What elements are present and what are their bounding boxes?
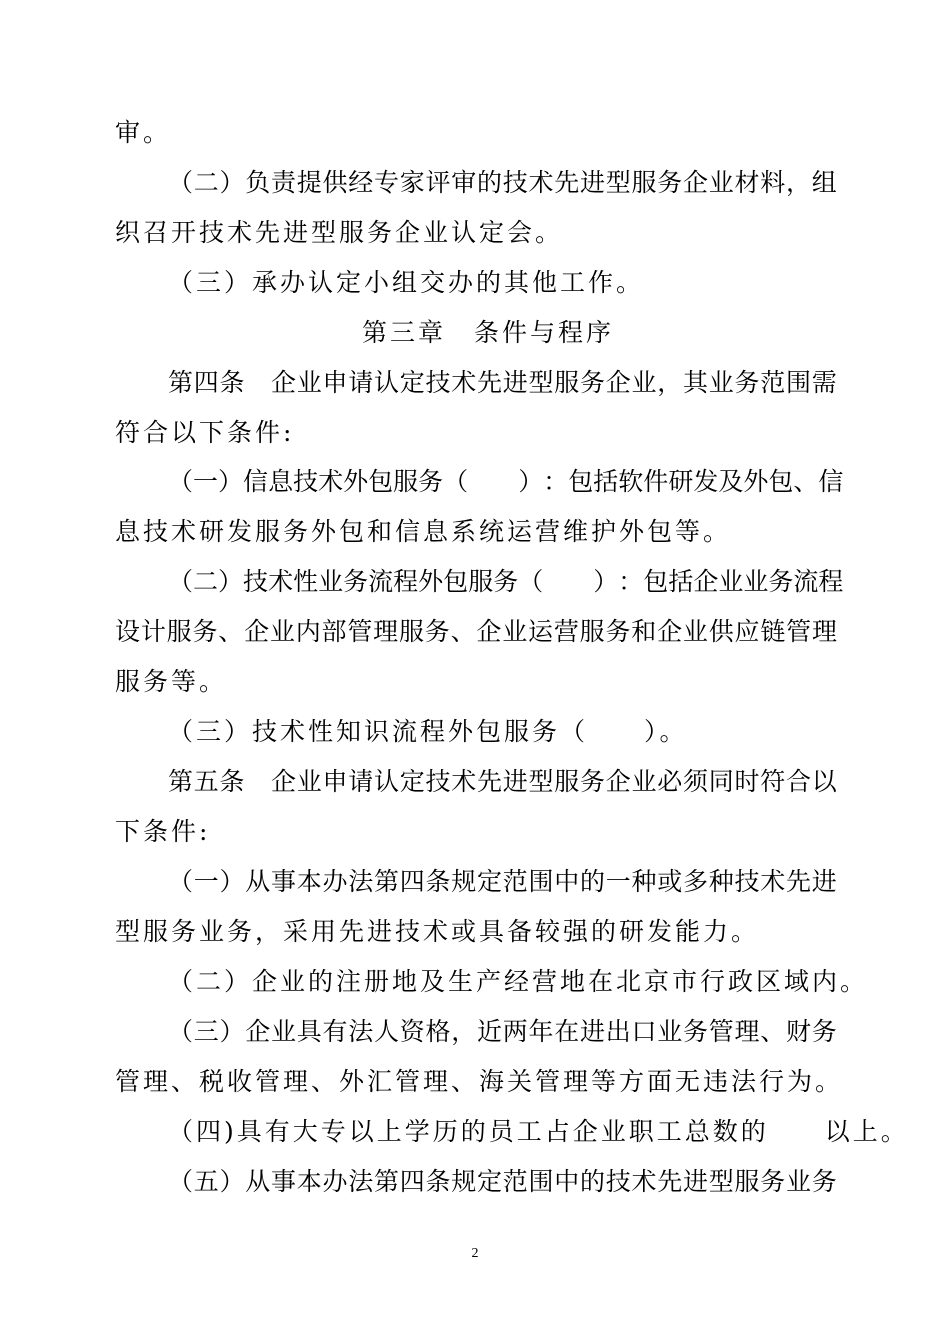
text-line: 管理、税收管理、外汇管理、海关管理等方面无违法行为。: [115, 1067, 844, 1096]
text-line: （二）企业的注册地及生产经营地在北京市行政区域内。: [168, 967, 869, 996]
text-line: （三）技术性知识流程外包服务（ ）。: [168, 717, 688, 746]
text-line: （三）承办认定小组交办的其他工作。: [168, 268, 645, 297]
text-line-justified: 设 计 服 务 、 企 业 内 部 管 理 服 务 、 企 业 运 营 服 务 和 企 业 供 应 链 管 理: [115, 617, 837, 646]
text-line: 下条件:: [115, 817, 211, 846]
text-line: 服务等。: [115, 667, 228, 696]
text-line-justified: （ 三 ） 企 业 具 有 法 人 资 格 ， 近 两 年 在 进 出 口 业 务 管 理 、 财 务: [168, 1017, 837, 1046]
text-line-justified: （ 二 ） 技 术 性 业 务 流 程 外 包 服 务 （ ） ： 包 括 企 业 业 务 流 程: [168, 567, 844, 596]
text-line: 息技术研发服务外包和信息系统运营维护外包等。: [115, 517, 732, 546]
chapter-heading: 第三章 条件与程序: [362, 318, 615, 347]
text-line-justified: 第 四 条 企 业 申 请 认 定 技 术 先 进 型 服 务 企 业 ， 其 业 务 范 围 需: [168, 368, 837, 397]
text-line-justified: （ 一 ） 信 息 技 术 外 包 服 务 （ ） ： 包 括 软 件 研 发 及 外 包 、 信: [168, 467, 844, 496]
text-line-justified: 第 五 条 企 业 申 请 认 定 技 术 先 进 型 服 务 企 业 必 须 同 时 符 合 以: [168, 767, 837, 796]
text-line: 符合以下条件:: [115, 418, 295, 447]
text-line: （四)具有大专以上学历的员工占企业职工总数的 以上。: [168, 1117, 909, 1146]
text-line-justified: （ 一 ） 从 事 本 办 法 第 四 条 规 定 范 围 中 的 一 种 或 多 种 技 术 先 进: [168, 867, 837, 896]
text-line-justified: （ 五 ） 从 事 本 办 法 第 四 条 规 定 范 围 中 的 技 术 先 进 型 服 务 业 务: [168, 1167, 837, 1196]
text-line: 审。: [115, 118, 172, 147]
page-number: 2: [471, 1246, 479, 1261]
text-line: 织召开技术先进型服务企业认定会。: [115, 218, 564, 247]
text-line-justified: （ 二 ） 负 责 提 供 经 专 家 评 审 的 技 术 先 进 型 服 务 企 业 材 料 ， 组: [168, 168, 837, 197]
text-line: 型服务业务，采用先进技术或具备较强的研发能力。: [115, 917, 760, 946]
